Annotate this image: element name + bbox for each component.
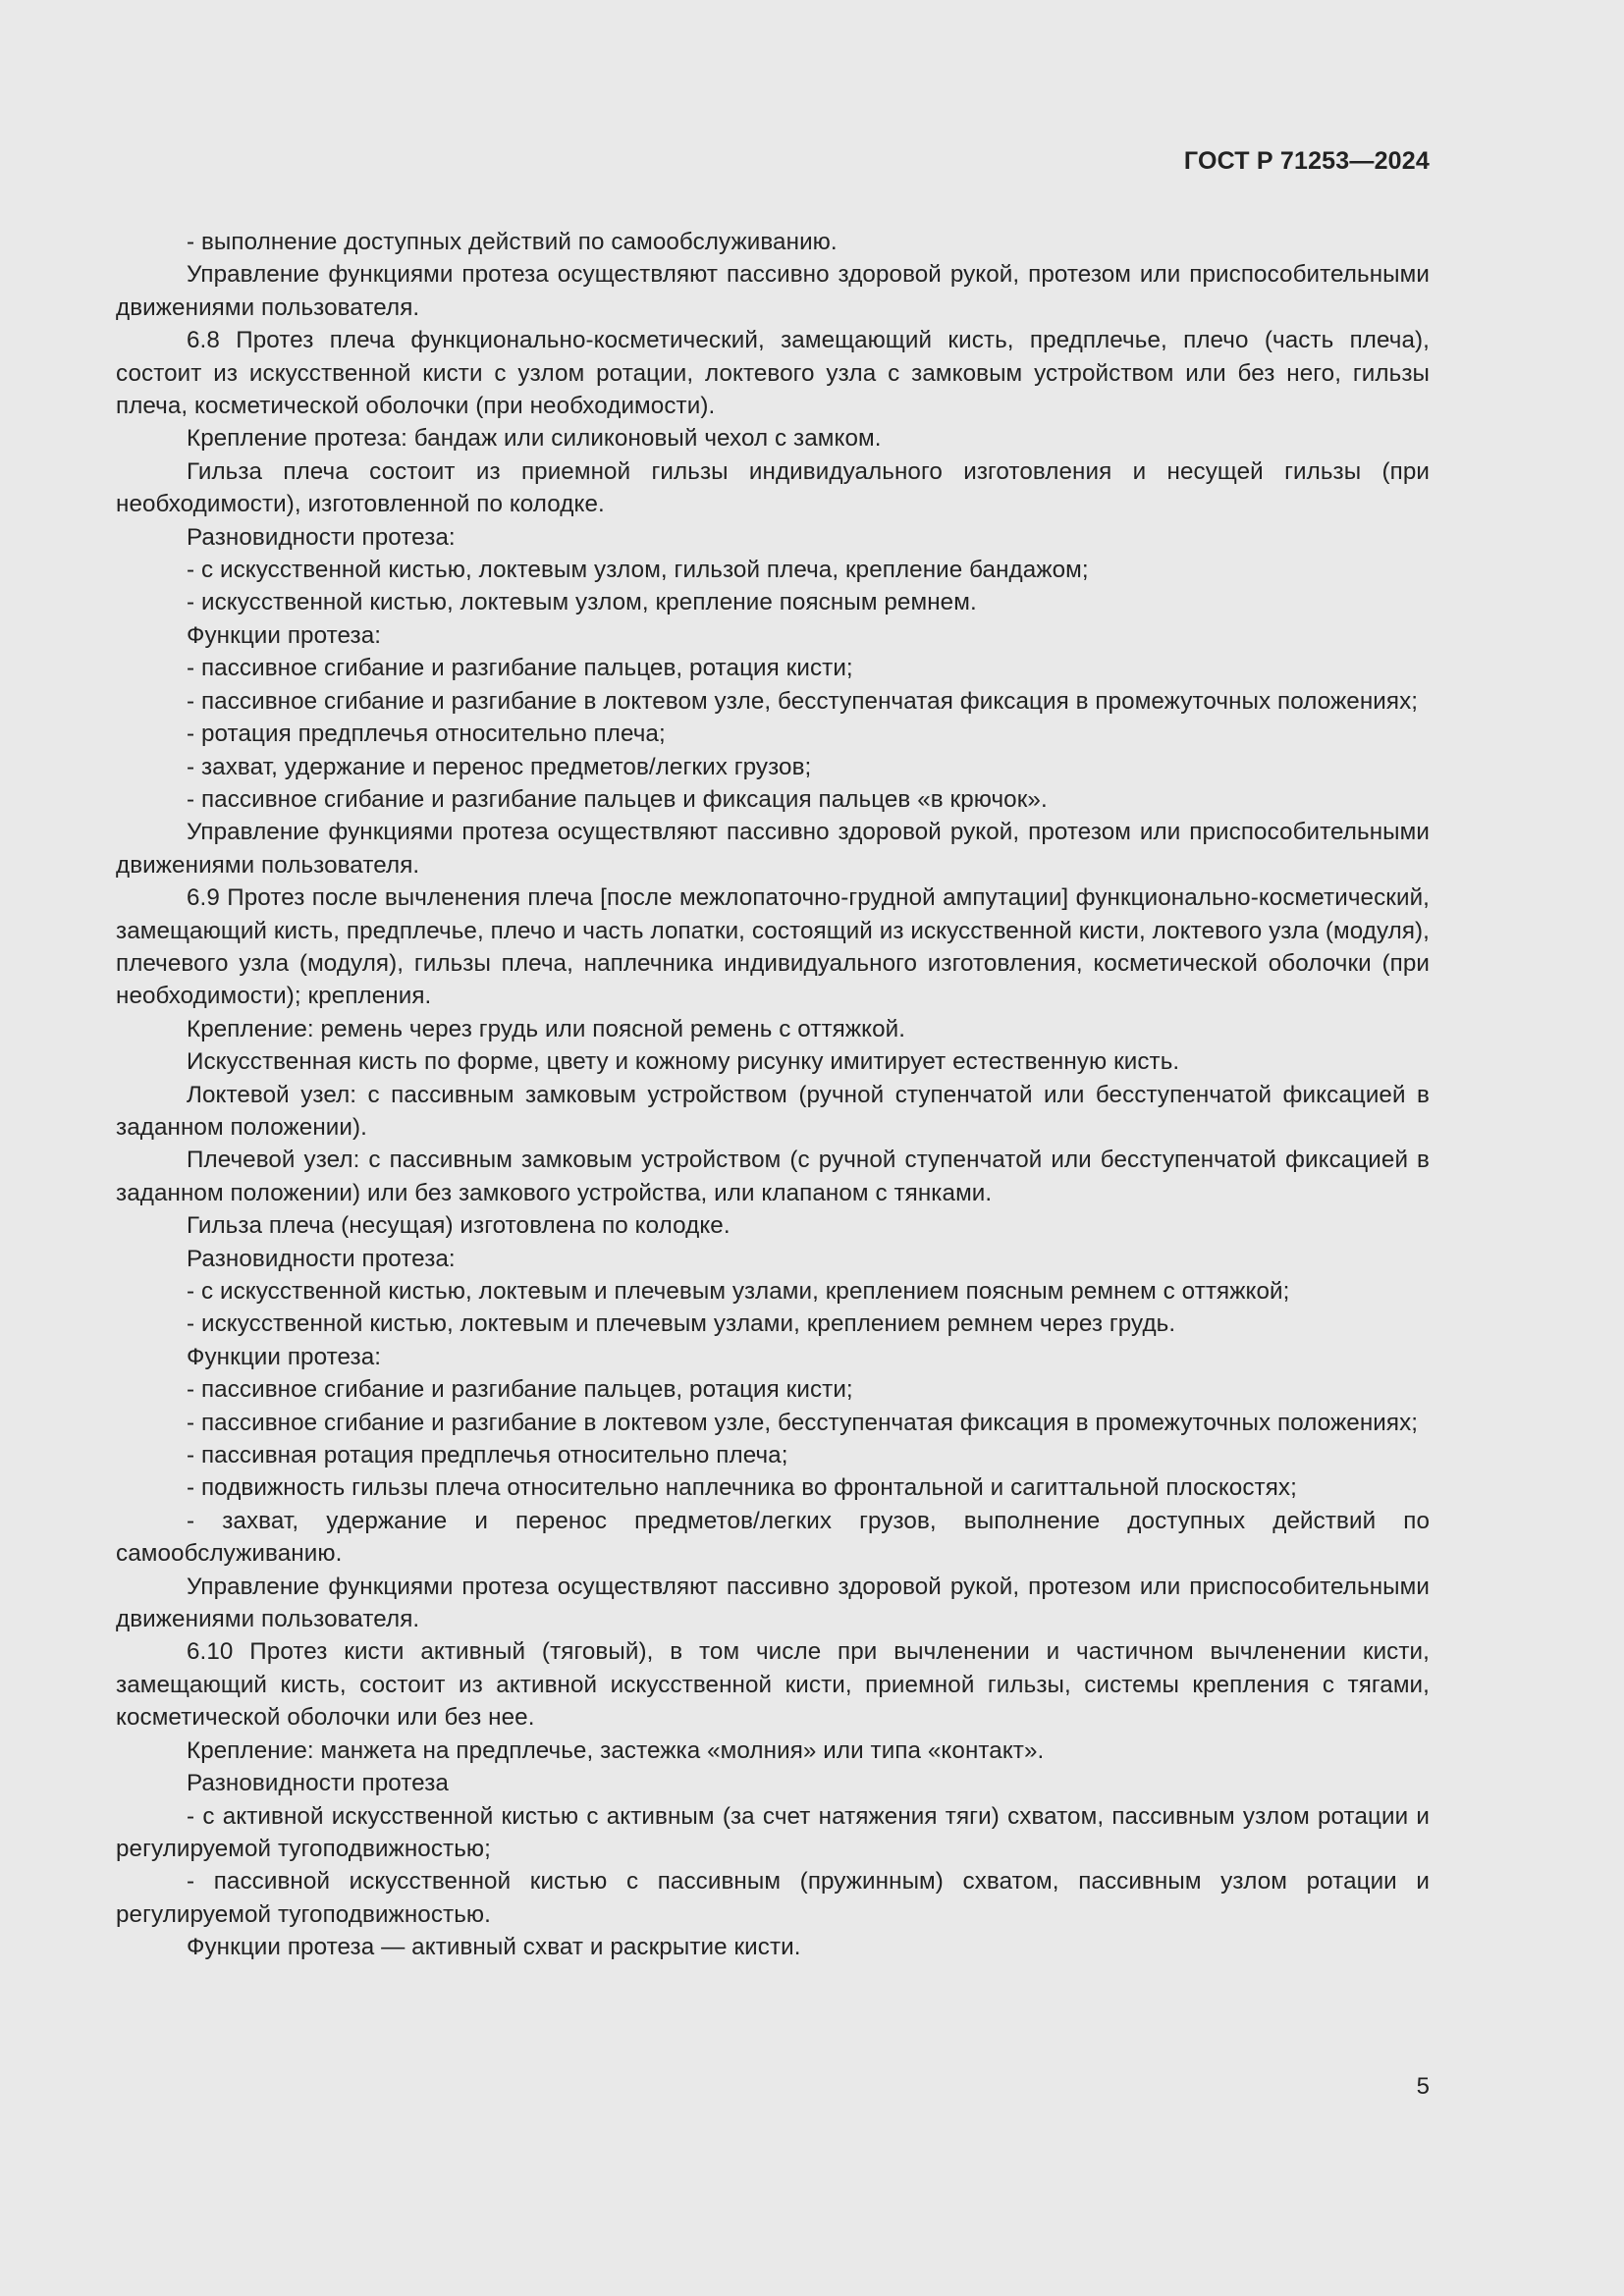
paragraph: Управление функциями протеза осуществляют пассивно здоровой рукой, протезом или приспособительными движениями пользователя. [116, 819, 1430, 879]
paragraph: Крепление: ремень через грудь или поясной ремень с оттяжкой. [187, 1015, 906, 1042]
list-item: - пассивное сгибание и разгибание пальцев, ротация кисти; [187, 1376, 853, 1404]
paragraph: Крепление: манжета на предплечье, застежка «молния» или типа «контакт». [187, 1736, 1045, 1764]
paragraph: Локтевой узел: с пассивным замковым устройством (ручной ступенчатой или бесступенчатой фиксацией в заданном положении). [116, 1081, 1430, 1141]
paragraph: Разновидности протеза [187, 1770, 449, 1797]
list-item: - подвижность гильзы плеча относительно наплечника во фронтальной и сагиттальной плоскостях; [187, 1474, 1297, 1502]
paragraph: Искусственная кисть по форме, цвету и кожному рисунку имитирует естественную кисть. [187, 1048, 1180, 1076]
paragraph: Разновидности протеза: [187, 523, 456, 551]
paragraph: Функции протеза: [187, 1343, 382, 1370]
paragraph: Функции протеза: [187, 621, 382, 649]
section-6-10: 6.10 Протез кисти активный (тяговый), в том числе при вычленении и частичном вычленении кисти, замещающий кисть, состоит из активной искусственной кисти, приемной гильзы, системы крепления с тягами, косметической оболочки или без нее. [116, 1638, 1430, 1732]
list-item: - пассивное сгибание и разгибание пальцев и фиксация пальцев «в крючок». [187, 785, 1048, 813]
list-item: - пассивное сгибание и разгибание в локтевом узле, бесступенчатая фиксация в промежуточных положениях; [187, 1409, 1419, 1436]
list-item: - ротация предплечья относительно плеча; [187, 721, 666, 748]
list-item: - захват, удержание и перенос предметов/легких грузов, выполнение доступных действий по самообслуживанию. [116, 1507, 1430, 1568]
paragraph: Разновидности протеза: [187, 1245, 456, 1272]
section-6-8: 6.8 Протез плеча функционально-косметический, замещающий кисть, предплечье, плечо (часть плеча), состоит из искусственной кисти с узлом ротации, локтевого узла с замковым устройством или без него, гильзы плеча, косметической оболочки (при необходимости). [116, 327, 1430, 420]
paragraph: Крепление протеза: бандаж или силиконовый чехол с замком. [187, 425, 882, 453]
list-item: - пассивная ротация предплечья относительно плеча; [187, 1442, 788, 1469]
list-item: - искусственной кистью, локтевым узлом, крепление поясным ремнем. [187, 589, 977, 616]
paragraph: Плечевой узел: с пассивным замковым устройством (с ручной ступенчатой или бесступенчатой фиксацией в заданном положении) или без замкового устройства, или клапаном с тянками. [116, 1147, 1430, 1206]
list-item: - пассивной искусственной кистью с пассивным (пружинным) схватом, пассивным узлом ротации и регулируемой тугоподвижностью. [116, 1868, 1430, 1928]
list-item: - с активной искусственной кистью с активным (за счет натяжения тяги) схватом, пассивным узлом ротации и регулируемой тугоподвижностью; [116, 1802, 1430, 1862]
paragraph: Гильза плеча состоит из приемной гильзы индивидуального изготовления и несущей гильзы (при необходимости), изготовленной по колодке. [116, 457, 1430, 518]
paragraph: Гильза плеча (несущая) изготовлена по колодке. [187, 1212, 731, 1240]
list-item: - искусственной кистью, локтевым и плечевым узлами, креплением ремнем через грудь. [187, 1310, 1176, 1338]
paragraph: Управление функциями протеза осуществляют пассивно здоровой рукой, протезом или приспособительными движениями пользователя. [116, 261, 1430, 321]
paragraph: Управление функциями протеза осуществляют пассивно здоровой рукой, протезом или приспособительными движениями пользователя. [116, 1573, 1430, 1633]
list-item: - пассивное сгибание и разгибание в локтевом узле, бесступенчатая фиксация в промежуточных положениях; [187, 687, 1419, 715]
document-code-header: ГОСТ Р 71253—2024 [1183, 147, 1430, 175]
list-item: - пассивное сгибание и разгибание пальцев, ротация кисти; [187, 655, 853, 682]
section-6-9: 6.9 Протез после вычленения плеча [после межлопаточно-грудной ампутации] функционально-косметический, замещающий кисть, предплечье, плечо и часть лопатки, состоящий из искусственной кисти, локтевого узла (модуля), плечевого узла (модуля), гильзы плеча, наплечника индивидуального изготовления, косметической оболочки (при необходимости); крепления. [116, 884, 1430, 1010]
list-item: - захват, удержание и перенос предметов/легких грузов; [187, 753, 812, 780]
list-item: - с искусственной кистью, локтевым узлом, гильзой плеча, крепление бандажом; [187, 557, 1089, 584]
paragraph: - выполнение доступных действий по самообслуживанию. [187, 229, 838, 255]
page-number: 5 [1416, 2073, 1430, 2100]
document-body [116, 226, 1430, 1964]
list-item: - с искусственной кистью, локтевым и плечевым узлами, креплением поясным ремнем с оттяжкой; [187, 1278, 1290, 1305]
paragraph: Функции протеза — активный схват и раскрытие кисти. [187, 1934, 801, 1961]
